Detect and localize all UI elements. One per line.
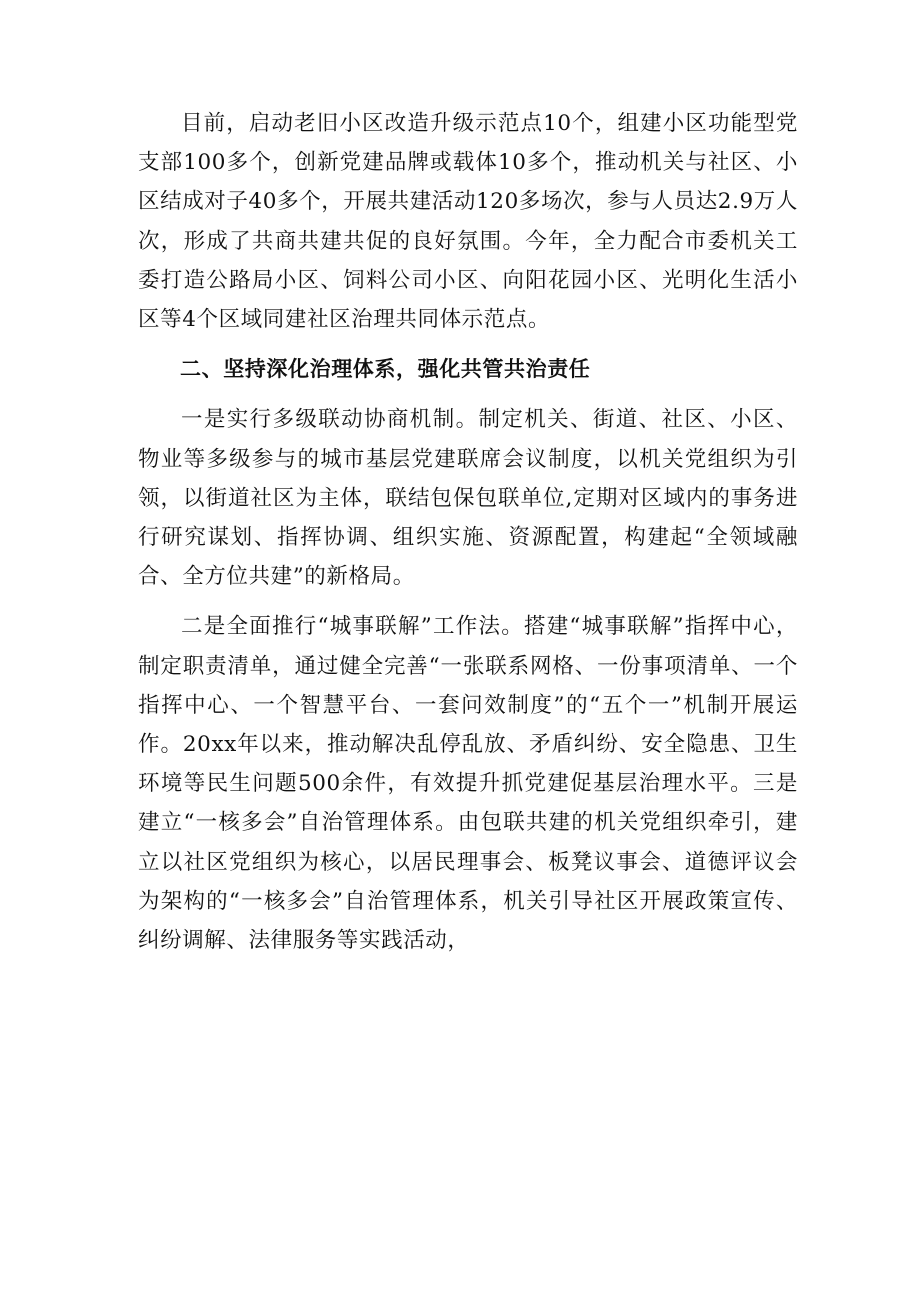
document-body (138, 104, 798, 971)
paragraph-city-affairs-method: 二是全面推行“城事联解”工作法。搭建“城事联解”指挥中心，制定职责清单，通过健全完善“一张联系网格、一份事项清单、一个指挥中心、一个智慧平台、一套问效制度”的“五个一”机制开展运作。20xx年以来，推动解决乱停乱放、矛盾纠纷、安全隐患、卫生环境等民生问题500余件，有效提升抓党建促基层治理水平。三是建立“一核多会”自治管理体系。由包联共建的机关党组织牵引，建立以社区党组织为核心，以居民理事会、板凳议事会、道德评议会为架构的“一核多会”自治管理体系，机关引导社区开展政策宣传、纠纷调解、法律服务等实践活动， (138, 614, 798, 954)
paragraph-multilevel-mechanism: 一是实行多级联动协商机制。制定机关、街道、社区、小区、物业等多级参与的城市基层党建联席会议制度，以机关党组织为引领，以街道社区为主体，联结包保包联单位,定期对区域内的事务进行研究谋划、指挥协调、组织实施、资源配置，构建起“全领域融合、全方位共建”的新格局。 (138, 407, 798, 590)
paragraph-renovation-results: 目前，启动老旧小区改造升级示范点10个，组建小区功能型党支部100多个，创新党建品牌或载体10多个，推动机关与社区、小区结成对子40多个，开展共建活动120多场次，参与人员达2.9万人次，形成了共商共建共促的良好氛围。今年，全力配合市委机关工委打造公路局小区、饲料公司小区、向阳花园小区、光明化生活小区等4个区域同建社区治理共同体示范点。 (138, 111, 798, 333)
section-heading: 二、坚持深化治理体系，强化共管共治责任 (180, 357, 591, 382)
